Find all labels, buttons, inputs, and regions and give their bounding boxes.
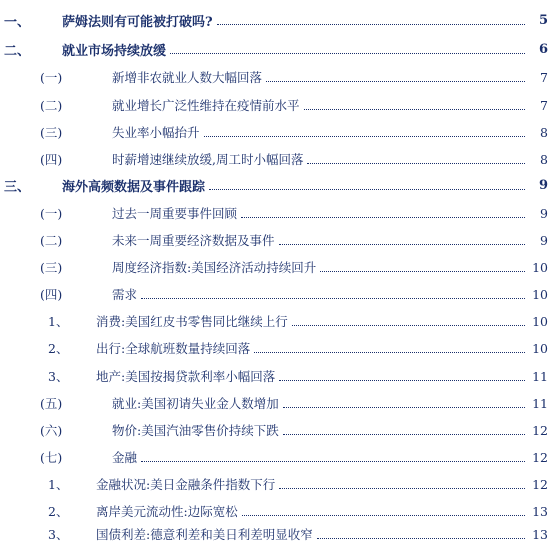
toc-entry-number: 1、 [48,314,69,329]
toc-entry-number: (五) [40,396,63,411]
toc-entry-page: 12 [532,449,548,465]
toc-entry-number: 3、 [48,369,69,384]
toc-entry-number: 三、 [4,179,31,195]
toc-entry-page: 6 [538,41,548,57]
toc-entry-number: (一) [40,70,63,85]
toc-entry-title: 萨姆法则有可能被打破吗? [62,14,213,30]
toc-entry-number: 3、 [48,527,69,542]
toc-entry-number: (二) [40,98,63,113]
toc-entry-title: 就业增长广泛性维持在疫情前水平 [112,98,300,113]
toc-entry-title: 出行:全球航班数量持续回落 [96,341,251,356]
toc-entry-page: 11 [532,395,548,411]
toc-entry-title: 离岸美元流动性:边际宽松 [96,504,238,519]
toc-entry-title: 国债利差:德意利差和美日利差明显收窄 [96,527,313,542]
toc-entry[interactable] [0,94,550,116]
dot-leader [266,81,525,82]
toc-entry-title: 过去一周重要事件回顾 [112,206,238,221]
toc-entry-title: 新增非农就业人数大幅回落 [112,70,263,85]
toc-entry[interactable] [0,9,550,31]
toc-entry-title: 海外高频数据及事件跟踪 [62,179,206,195]
toc-entry[interactable] [0,202,550,224]
dot-leader [307,163,525,164]
toc-entry-title: 周度经济指数:美国经济活动持续回升 [112,260,317,275]
dot-leader [317,538,525,539]
toc-entry-title: 失业率小幅抬升 [112,125,200,140]
dot-leader [204,136,525,137]
toc-entry-page: 9 [540,232,548,248]
toc-entry[interactable] [0,121,550,143]
toc-entry-title: 就业:美国初请失业金人数增加 [112,396,279,411]
dot-leader [279,380,525,381]
toc-entry-number: 二、 [4,43,31,59]
toc-entry[interactable] [0,500,550,522]
toc-entry-number: (二) [40,233,63,248]
toc-entry[interactable] [0,283,550,305]
toc-entry-title: 消费:美国红皮书零售同比继续上行 [96,314,288,329]
toc-entry-page: 5 [538,12,548,28]
toc-entry-page: 10 [532,313,548,329]
dot-leader [292,325,525,326]
toc-entry[interactable] [0,174,550,196]
toc-entry-number: (一) [40,206,63,221]
toc-entry-title: 物价:美国汽油零售价持续下跌 [112,423,279,438]
toc-entry[interactable] [0,446,550,468]
dot-leader [242,515,525,516]
toc-entry[interactable] [0,419,550,441]
toc-entry[interactable] [0,523,550,545]
toc-entry-page: 7 [540,97,548,113]
dot-leader [279,488,525,489]
toc-entry-number: 2、 [48,341,69,356]
toc-entry-page: 12 [532,476,548,492]
dot-leader [304,109,525,110]
toc-entry[interactable] [0,148,550,170]
toc-entry-page: 10 [532,340,548,356]
toc-entry-title: 需求 [112,287,138,302]
toc-entry-page: 9 [538,177,548,193]
dot-leader [279,244,525,245]
toc-entry-title: 金融状况:美日金融条件指数下行 [96,477,276,492]
dot-leader [254,352,525,353]
toc-entry[interactable] [0,473,550,495]
toc-entry-title: 地产:美国按揭贷款利率小幅回落 [96,369,276,384]
toc-entry-title: 就业市场持续放缓 [62,43,167,59]
toc-entry-number: 一、 [4,14,31,30]
toc-entry-number: 1、 [48,477,69,492]
toc-entry-number: (七) [40,450,63,465]
toc-entry[interactable] [0,310,550,332]
toc-entry-page: 10 [532,259,548,275]
toc-entry[interactable] [0,66,550,88]
dot-leader [170,53,525,54]
toc-entry-number: (三) [40,125,63,140]
toc-entry-page: 11 [532,368,548,384]
toc-entry-title: 未来一周重要经济数据及事件 [112,233,275,248]
toc-entry-number: (四) [40,152,63,167]
toc-entry-title: 时薪增速继续放缓,周工时小幅回落 [112,152,304,167]
dot-leader [283,434,525,435]
toc-entry[interactable] [0,365,550,387]
toc-entry-number: (三) [40,260,63,275]
toc-entry-page: 12 [532,422,548,438]
toc-entry[interactable] [0,337,550,359]
dot-leader [217,24,525,25]
toc-entry[interactable] [0,256,550,278]
dot-leader [209,189,525,190]
toc-entry-page: 9 [540,205,548,221]
toc-entry-number: (六) [40,423,63,438]
toc-entry-page: 13 [532,503,548,519]
dot-leader [241,217,525,218]
toc-entry-page: 8 [540,124,548,140]
toc-entry-title: 金融 [112,450,138,465]
toc-entry-page: 8 [540,151,548,167]
dot-leader [283,407,525,408]
toc-entry-number: (四) [40,287,63,302]
toc-entry[interactable] [0,229,550,251]
toc-entry-page: 7 [540,69,548,85]
toc-entry-page: 13 [532,526,548,542]
toc-entry[interactable] [0,38,550,60]
toc-entry-number: 2、 [48,504,69,519]
toc-entry-page: 10 [532,286,548,302]
dot-leader [320,271,525,272]
toc-entry[interactable] [0,392,550,414]
dot-leader [141,461,525,462]
dot-leader [141,298,525,299]
